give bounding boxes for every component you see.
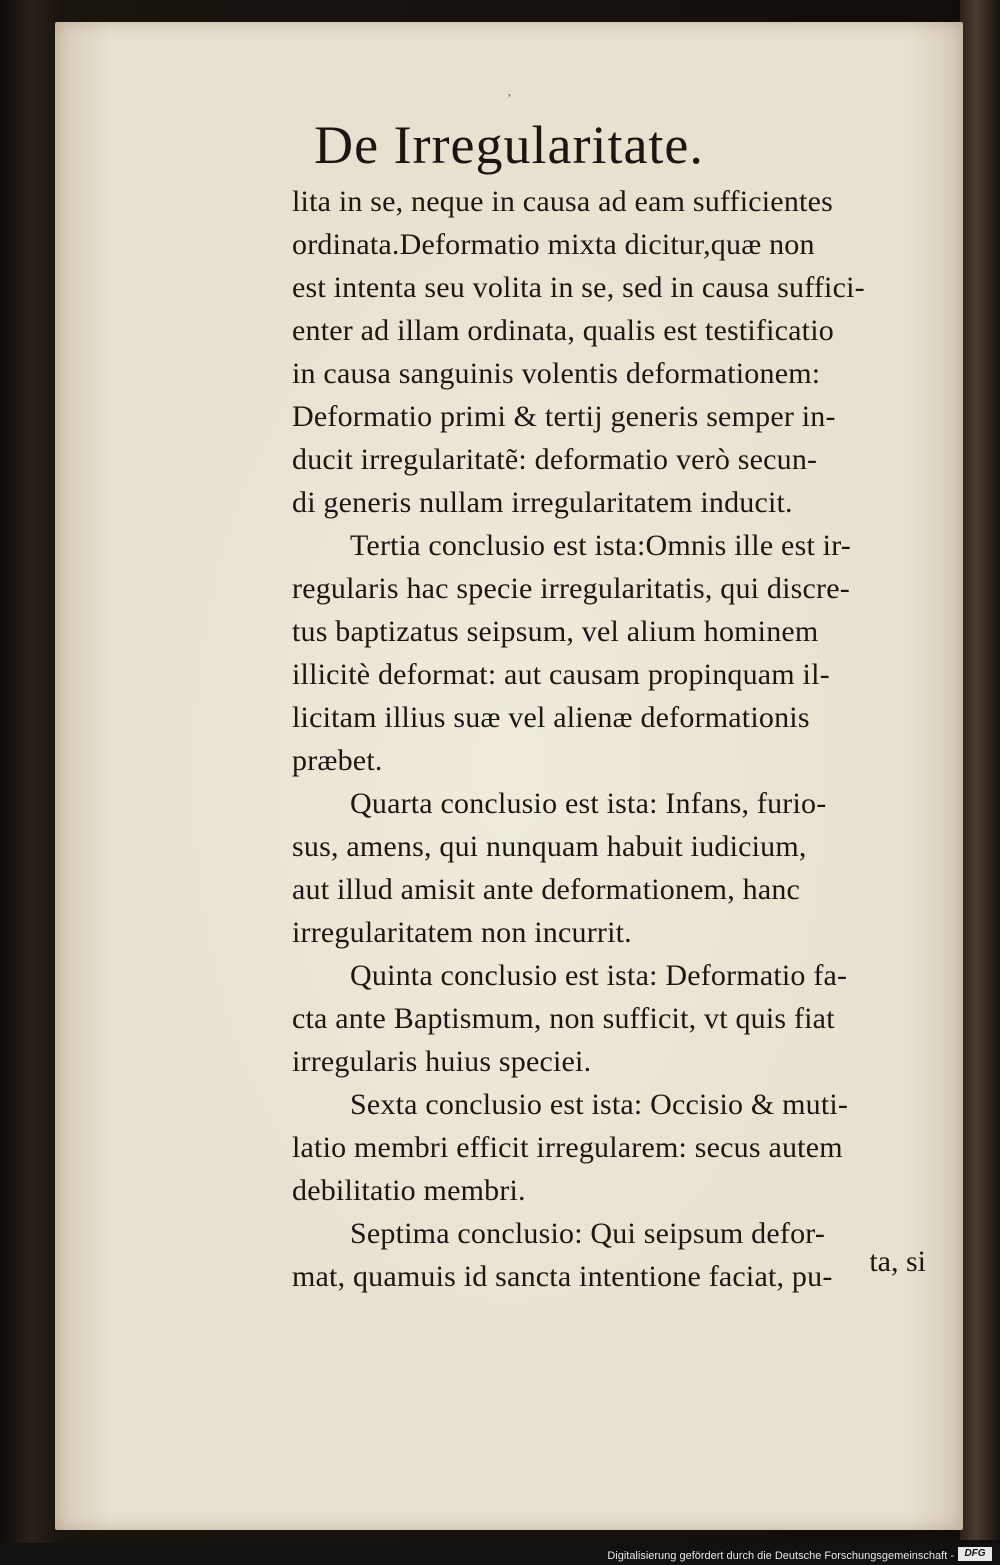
text-line: Septima conclusio: Qui seipsum defor- xyxy=(350,1217,826,1250)
text-line: Tertia conclusio est ista:Omnis ille est ir- xyxy=(350,529,851,562)
body-text xyxy=(292,180,932,1298)
text-line: in causa sanguinis volentis deformationem: xyxy=(292,357,821,390)
text-line: ducit irregularitatẽ: deformatio verò secun- xyxy=(292,443,818,476)
digitization-credit: Digitalisierung gefördert durch die Deutsche Forschungsgemeinschaft - xyxy=(607,1550,954,1562)
text-line: enter ad illam ordinata, qualis est testificatio xyxy=(292,314,834,347)
text-line: illicitè deformat: aut causam propinquam il- xyxy=(292,658,830,691)
text-line: Quarta conclusio est ista: Infans, furio- xyxy=(350,787,827,820)
text-line: Quinta conclusio est ista: Deformatio fa- xyxy=(350,959,848,992)
text-line: licitam illius suæ vel alienæ deformationis xyxy=(292,701,810,734)
page-title: De Irregularitate. xyxy=(314,115,704,175)
text-line: Deformatio primi & tertij generis semper in- xyxy=(292,400,836,433)
book-edge xyxy=(960,0,1000,1540)
text-line: aut illud amisit ante deformationem, hanc xyxy=(292,873,801,906)
text-line: lita in se, neque in causa ad eam sufficientes xyxy=(292,185,833,218)
text-line: irregularis huius speciei. xyxy=(292,1045,592,1078)
text-line: tus baptizatus seipsum, vel alium hominem xyxy=(292,615,819,648)
dfg-logo: DFG xyxy=(958,1547,992,1561)
text-line: est intenta seu volita in se, sed in causa suffici- xyxy=(292,271,865,304)
text-line: mat, quamuis id sancta intentione faciat, pu- xyxy=(292,1260,833,1293)
text-line: Sexta conclusio est ista: Occisio & muti- xyxy=(350,1088,849,1121)
catchword: ta, si xyxy=(869,1245,926,1278)
text-line: irregularitatem non incurrit. xyxy=(292,916,632,949)
page-speck: ʼ xyxy=(507,92,512,107)
text-line: latio membri efficit irregularem: secus autem xyxy=(292,1131,843,1164)
text-line: regularis hac specie irregularitatis, qui discre- xyxy=(292,572,850,605)
text-line: præbet. xyxy=(292,744,383,777)
text-line: debilitatio membri. xyxy=(292,1174,526,1207)
text-line: ordinata.Deformatio mixta dicitur,quæ non xyxy=(292,228,815,261)
text-line: di generis nullam irregularitatem inducit. xyxy=(292,486,793,519)
text-line: cta ante Baptismum, non sufficit, vt quis fiat xyxy=(292,1002,835,1035)
text-line: sus, amens, qui nunquam habuit iudicium, xyxy=(292,830,807,863)
